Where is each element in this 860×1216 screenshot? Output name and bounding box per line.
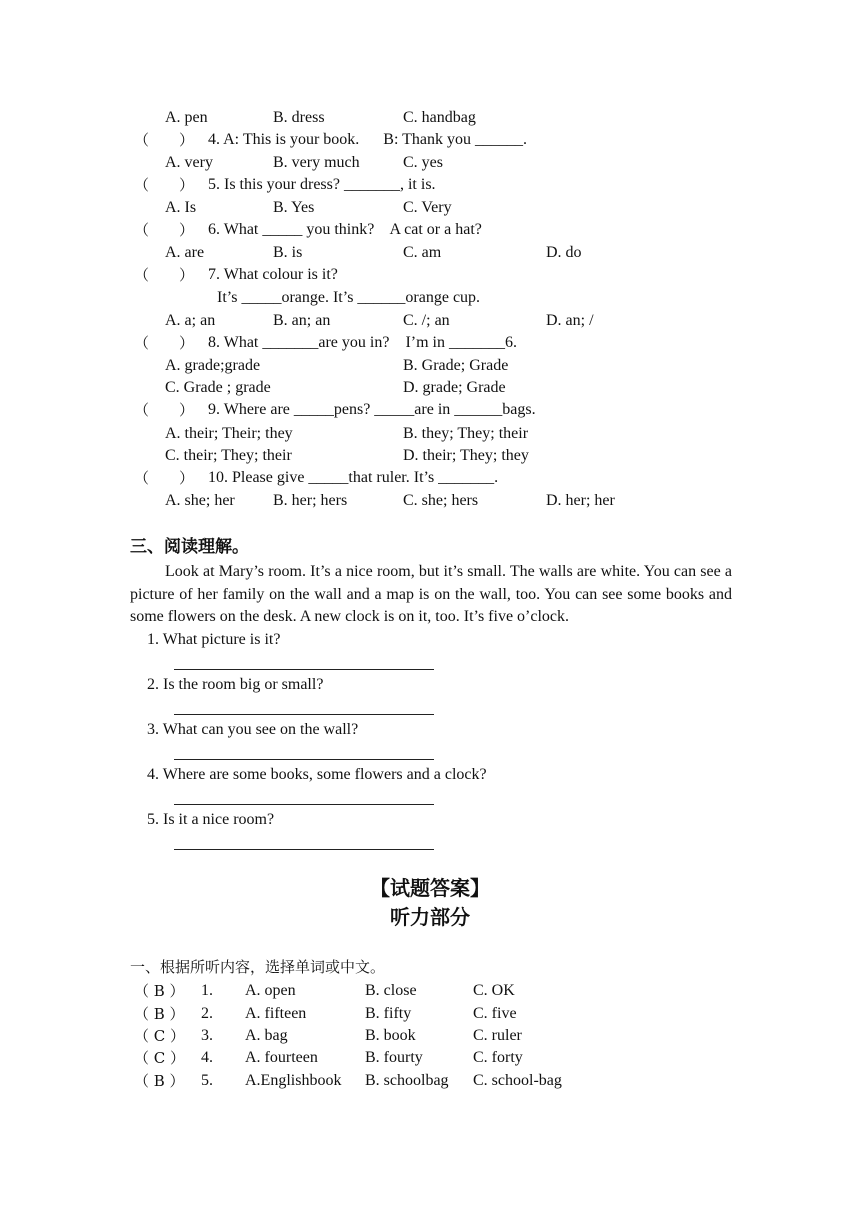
answer-paren: （ ） <box>134 266 195 284</box>
option-b: B. schoolbag <box>365 1072 449 1089</box>
answer-line <box>174 714 434 715</box>
reading-question: 2. Is the room big or small? <box>147 676 324 693</box>
option-a: A. bag <box>245 1027 288 1044</box>
option-a: A.Englishbook <box>245 1072 342 1089</box>
answer-num: 5. <box>201 1072 213 1089</box>
option-b: B. is <box>273 244 303 261</box>
option-a: A. fourteen <box>245 1049 318 1066</box>
option-c: C. OK <box>473 982 515 999</box>
option-c: C. ruler <box>473 1027 522 1044</box>
reading-question: 3. What can you see on the wall? <box>147 721 359 738</box>
option-b: B. her; hers <box>273 492 348 509</box>
question-text: 10. Please give _____that ruler. It’s _______. <box>208 469 499 486</box>
option-c: C. handbag <box>403 109 476 126</box>
option-a: A. pen <box>165 109 208 126</box>
answer-choice: （ B ） <box>134 1005 185 1023</box>
answer-choice: （ C ） <box>134 1027 186 1045</box>
question-text: 7. What colour is it? <box>208 266 338 283</box>
option-c: C. Very <box>403 199 452 216</box>
option-a: A. grade;grade <box>165 357 261 374</box>
answer-choice: （ C ） <box>134 1049 186 1067</box>
answer-line <box>174 849 434 850</box>
answer-num: 4. <box>201 1049 213 1066</box>
option-b: B. they; They; their <box>403 425 529 442</box>
option-b: B. dress <box>273 109 325 126</box>
option-b: B. fourty <box>365 1049 423 1066</box>
option-b: B. Yes <box>273 199 315 216</box>
answer-num: 2. <box>201 1005 213 1022</box>
option-d: D. grade; Grade <box>403 379 506 396</box>
reading-question: 1. What picture is it? <box>147 631 281 648</box>
option-a: A. very <box>165 154 213 171</box>
question-text: 9. Where are _____pens? _____are in ______bags. <box>208 401 536 418</box>
option-a: A. are <box>165 244 205 261</box>
answer-choice: （ B ） <box>134 982 185 1000</box>
option-c: C. am <box>403 244 442 261</box>
option-c: C. Grade ; grade <box>165 379 271 396</box>
answer-num: 1. <box>201 982 213 999</box>
reading-question: 4. Where are some books, some flowers and a clock? <box>147 766 487 783</box>
option-a: A. their; Their; they <box>165 425 293 442</box>
question-text: 4. A: This is your book. B: Thank you ______. <box>208 131 527 148</box>
answers-title: 【试题答案】 <box>370 876 490 900</box>
answers-section: 一、根据所听内容，选择单词或中文。 <box>130 958 386 976</box>
option-d: D. her; her <box>546 492 615 509</box>
answer-choice: （ B ） <box>134 1072 185 1090</box>
option-c: C. forty <box>473 1049 523 1066</box>
option-c: C. /; an <box>403 312 450 329</box>
question-text: 6. What _____ you think? A cat or a hat? <box>208 221 482 238</box>
option-d: D. an; / <box>546 312 594 329</box>
answer-num: 3. <box>201 1027 213 1044</box>
question-subtext: It’s _____orange. It’s ______orange cup. <box>217 289 481 306</box>
answer-paren: （ ） <box>134 176 195 194</box>
option-a: A. a; an <box>165 312 216 329</box>
answers-subtitle: 听力部分 <box>390 905 470 929</box>
option-d: D. their; They; they <box>403 447 529 464</box>
answer-paren: （ ） <box>134 469 195 487</box>
question-text: 5. Is this your dress? _______, it is. <box>208 176 436 193</box>
option-c: C. she; hers <box>403 492 479 509</box>
reading-question: 5. Is it a nice room? <box>147 811 275 828</box>
question-text: 8. What _______are you in? I’m in _______6. <box>208 334 517 351</box>
answer-paren: （ ） <box>134 334 195 352</box>
option-d: D. do <box>546 244 582 261</box>
answer-paren: （ ） <box>134 401 195 419</box>
answer-line <box>174 669 434 670</box>
option-a: A. she; her <box>165 492 235 509</box>
option-a: A. open <box>245 982 296 999</box>
answer-line <box>174 804 434 805</box>
section-title: 三、阅读理解。 <box>130 537 249 557</box>
answer-line <box>174 759 434 760</box>
answer-paren: （ ） <box>134 221 195 239</box>
option-b: B. Grade; Grade <box>403 357 509 374</box>
option-b: B. very much <box>273 154 360 171</box>
option-a: A. fifteen <box>245 1005 307 1022</box>
option-c: C. yes <box>403 154 443 171</box>
answer-paren: （ ） <box>134 131 195 149</box>
reading-passage: Look at Mary’s room. It’s a nice room, but it’s small. The walls are white. You can see a picture of her family on the wall and a map is on the wall, too. You can see some books and some flowers on the desk. A new clock is on it, too. It’s five o’clock. <box>130 563 732 625</box>
option-c: C. five <box>473 1005 517 1022</box>
option-a: A. Is <box>165 199 197 216</box>
option-c: C. their; They; their <box>165 447 292 464</box>
option-b: B. close <box>365 982 417 999</box>
option-b: B. fifty <box>365 1005 412 1022</box>
option-b: B. book <box>365 1027 416 1044</box>
option-c: C. school-bag <box>473 1072 562 1089</box>
option-b: B. an; an <box>273 312 331 329</box>
